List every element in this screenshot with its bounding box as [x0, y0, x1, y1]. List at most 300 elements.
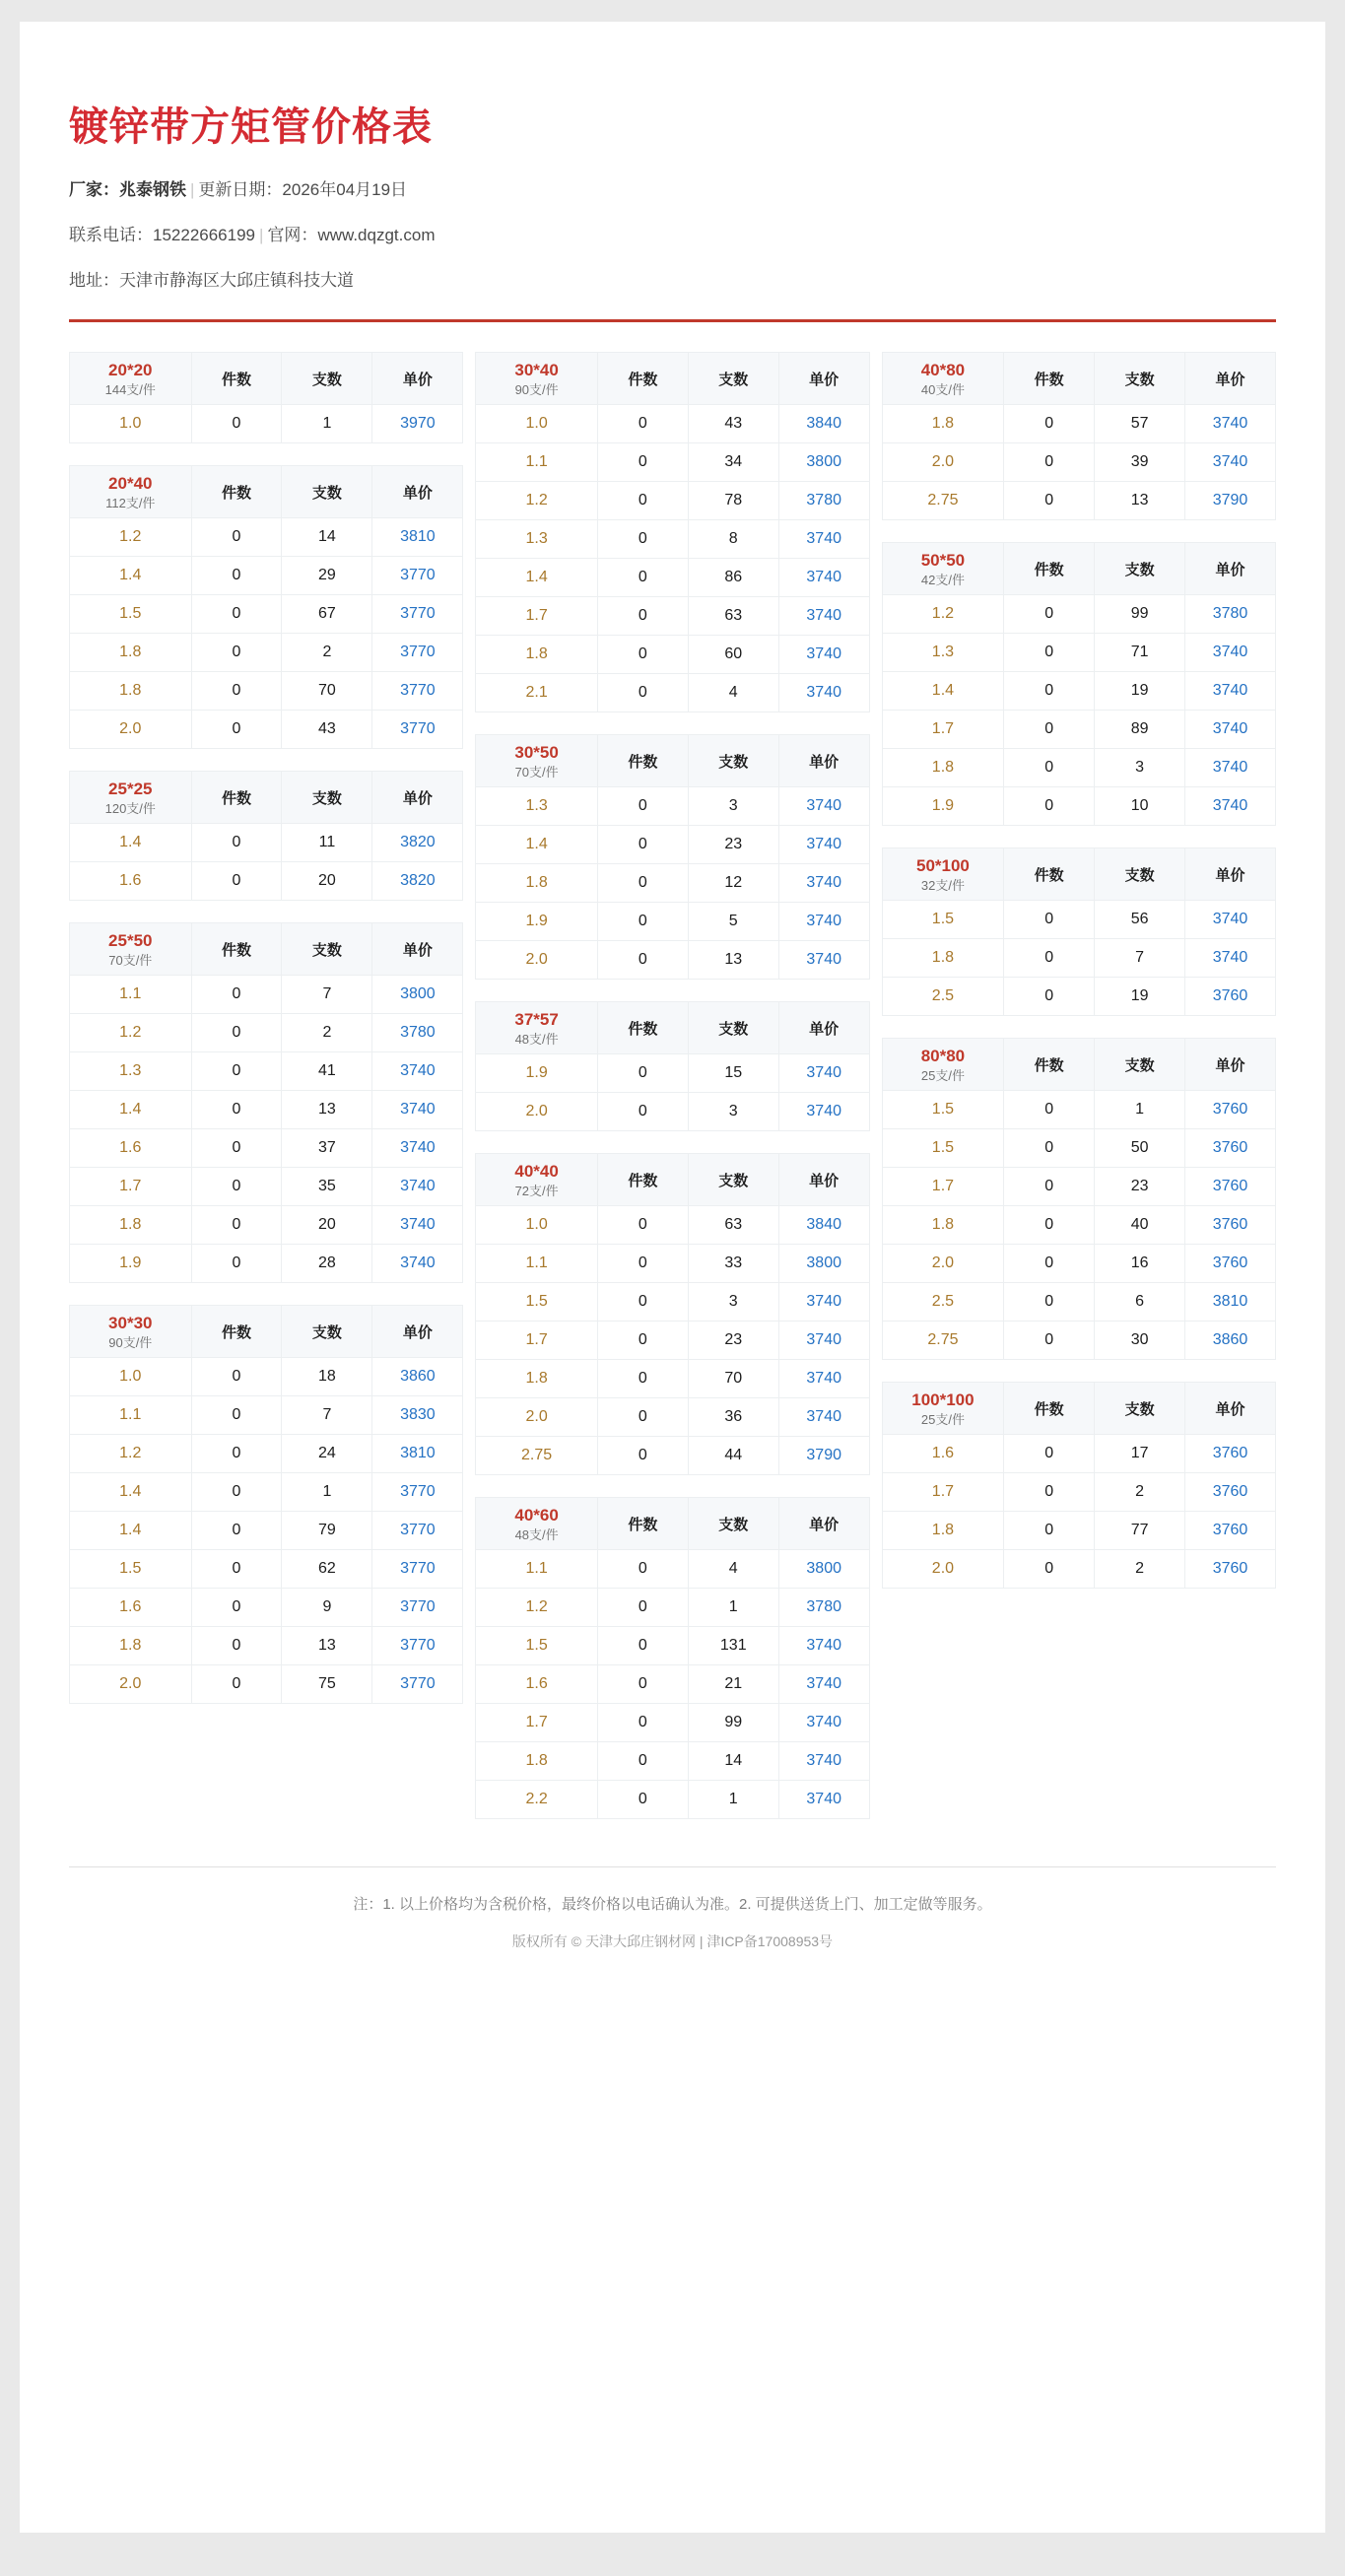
- pieces-cell: 0: [597, 1665, 688, 1704]
- factory-line: [69, 178, 1276, 202]
- table-row: [70, 862, 463, 901]
- table-row: [476, 787, 869, 826]
- footer-copyright: 版权所有 © 天津大邱庄钢材网 | 津ICP备17008953号: [511, 1933, 834, 1950]
- thickness-cell: 1.2: [70, 1014, 192, 1052]
- count-cell: 19: [1095, 978, 1185, 1016]
- table-row: [882, 939, 1275, 978]
- footer-divider: [69, 1866, 1276, 1867]
- thickness-cell: 1.5: [476, 1283, 598, 1322]
- thickness-cell: 2.5: [882, 978, 1004, 1016]
- count-cell: 86: [688, 559, 778, 597]
- spec-per-bundle: 120支/件: [104, 800, 156, 816]
- spec-header-cell: [70, 353, 192, 405]
- table-row: [70, 557, 463, 595]
- pieces-cell: 0: [191, 1396, 282, 1435]
- price-cell: 3740: [778, 1360, 869, 1398]
- price-header-cell: 单价: [1185, 1039, 1276, 1091]
- table-row: [882, 1245, 1275, 1283]
- table-header-row: [70, 1306, 463, 1358]
- table-header-row: [476, 1002, 869, 1054]
- pieces-cell: 0: [191, 1129, 282, 1168]
- price-header-cell: 单价: [372, 353, 463, 405]
- count-cell: 33: [688, 1245, 778, 1283]
- spec-table-50x100: [882, 847, 1276, 1016]
- thickness-cell: 2.1: [476, 674, 598, 712]
- thickness-cell: 1.8: [882, 405, 1004, 443]
- price-cell: 3740: [372, 1168, 463, 1206]
- price-cell: 3800: [778, 1245, 869, 1283]
- spec-header-cell: [882, 848, 1004, 901]
- pieces-cell: 0: [1004, 1283, 1095, 1322]
- thickness-cell: 1.4: [476, 559, 598, 597]
- price-cell: 3740: [778, 826, 869, 864]
- thickness-cell: 1.3: [882, 634, 1004, 672]
- factory-label: 厂家：: [69, 180, 119, 199]
- spec-per-bundle: 72支/件: [514, 1183, 559, 1198]
- price-header-cell: 单价: [372, 923, 463, 976]
- thickness-cell: 1.7: [476, 597, 598, 636]
- thickness-cell: 1.4: [70, 824, 192, 862]
- table-row: [882, 672, 1275, 711]
- price-header-cell: 单价: [1185, 543, 1276, 595]
- price-header-cell: 单价: [778, 1154, 869, 1206]
- pieces-cell: 0: [597, 1437, 688, 1475]
- count-cell: 35: [282, 1168, 372, 1206]
- spec-per-bundle: 70支/件: [108, 952, 153, 968]
- price-cell: 3770: [372, 557, 463, 595]
- table-row: [476, 1245, 869, 1283]
- spec-table-20x40: [69, 465, 463, 749]
- thickness-cell: 1.2: [70, 1435, 192, 1473]
- spec-per-bundle: 70支/件: [514, 764, 559, 780]
- address-label: 地址：: [69, 270, 119, 290]
- pieces-cell: 0: [1004, 711, 1095, 749]
- table-header-row: [70, 466, 463, 518]
- price-cell: 3810: [372, 1435, 463, 1473]
- count-cell: 21: [688, 1665, 778, 1704]
- price-column-2: [475, 352, 869, 1819]
- price-cell: 3780: [778, 1589, 869, 1627]
- table-row: [882, 1283, 1275, 1322]
- table-row: [70, 1627, 463, 1665]
- table-row: [476, 1665, 869, 1704]
- thickness-cell: 2.5: [882, 1283, 1004, 1322]
- count-header-cell: 支数: [688, 1498, 778, 1550]
- table-row: [70, 1129, 463, 1168]
- table-row: [70, 1512, 463, 1550]
- spec-per-bundle: 48支/件: [514, 1031, 559, 1047]
- count-cell: 14: [282, 518, 372, 557]
- count-cell: 9: [282, 1589, 372, 1627]
- price-cell: 3740: [778, 1398, 869, 1437]
- price-cell: 3740: [1185, 787, 1276, 826]
- thickness-cell: 1.8: [476, 864, 598, 903]
- count-cell: 10: [1095, 787, 1185, 826]
- price-header-cell: 单价: [778, 353, 869, 405]
- table-row: [70, 1358, 463, 1396]
- price-header-cell: 单价: [372, 466, 463, 518]
- spec-name: 25*25: [108, 779, 153, 798]
- count-cell: 18: [282, 1358, 372, 1396]
- count-cell: 4: [688, 674, 778, 712]
- count-cell: 2: [1095, 1473, 1185, 1512]
- price-cell: 3770: [372, 711, 463, 749]
- count-header-cell: 支数: [282, 772, 372, 824]
- thickness-cell: 1.6: [882, 1435, 1004, 1473]
- count-cell: 67: [282, 595, 372, 634]
- contact-line: [69, 224, 1276, 247]
- table-row: [882, 1473, 1275, 1512]
- table-row: [70, 1091, 463, 1129]
- thickness-cell: 1.8: [70, 1206, 192, 1245]
- price-cell: 3780: [1185, 595, 1276, 634]
- count-cell: 70: [282, 672, 372, 711]
- address-value: 天津市静海区大邱庄镇科技大道: [119, 270, 354, 290]
- table-header-row: [882, 1383, 1275, 1435]
- thickness-cell: 2.75: [882, 482, 1004, 520]
- count-cell: 40: [1095, 1206, 1185, 1245]
- pieces-cell: 0: [597, 636, 688, 674]
- price-cell: 3740: [778, 520, 869, 559]
- pieces-cell: 0: [597, 941, 688, 980]
- pieces-header-cell: 件数: [597, 1002, 688, 1054]
- price-cell: 3740: [372, 1091, 463, 1129]
- table-row: [70, 1168, 463, 1206]
- price-cell: 3760: [1185, 1091, 1276, 1129]
- spec-table-80x80: [882, 1038, 1276, 1360]
- pieces-cell: 0: [597, 1360, 688, 1398]
- update-label: 更新日期：: [198, 180, 283, 199]
- table-header-row: [476, 1498, 869, 1550]
- price-cell: 3770: [372, 1512, 463, 1550]
- thickness-cell: 1.8: [70, 672, 192, 711]
- count-header-cell: 支数: [1095, 1039, 1185, 1091]
- pieces-header-cell: 件数: [191, 923, 282, 976]
- table-row: [882, 978, 1275, 1016]
- phone-label: 联系电话：: [69, 225, 153, 244]
- count-cell: 50: [1095, 1129, 1185, 1168]
- pieces-cell: 0: [597, 864, 688, 903]
- count-cell: 11: [282, 824, 372, 862]
- price-cell: 3760: [1185, 1512, 1276, 1550]
- price-cell: 3810: [372, 518, 463, 557]
- thickness-cell: 1.6: [70, 1129, 192, 1168]
- table-row: [882, 1206, 1275, 1245]
- spec-per-bundle: 40支/件: [920, 381, 965, 397]
- spec-header-cell: [882, 1383, 1004, 1435]
- thickness-cell: 2.0: [882, 1550, 1004, 1589]
- spec-header-cell: [70, 466, 192, 518]
- price-header-cell: 单价: [1185, 353, 1276, 405]
- spec-table-50x50: [882, 542, 1276, 826]
- count-cell: 2: [282, 1014, 372, 1052]
- thickness-cell: 1.6: [70, 862, 192, 901]
- price-cell: 3740: [778, 1322, 869, 1360]
- pieces-header-cell: 件数: [1004, 848, 1095, 901]
- price-cell: 3770: [372, 1589, 463, 1627]
- table-row: [70, 711, 463, 749]
- table-row: [70, 976, 463, 1014]
- pieces-header-cell: 件数: [1004, 543, 1095, 595]
- spec-per-bundle: 32支/件: [920, 877, 965, 893]
- pieces-cell: 0: [191, 1627, 282, 1665]
- price-cell: 3740: [372, 1129, 463, 1168]
- pieces-header-cell: 件数: [1004, 1383, 1095, 1435]
- spec-per-bundle: 144支/件: [104, 381, 156, 397]
- count-cell: 13: [1095, 482, 1185, 520]
- table-row: [70, 1550, 463, 1589]
- table-row: [476, 826, 869, 864]
- count-cell: 89: [1095, 711, 1185, 749]
- pieces-cell: 0: [1004, 1168, 1095, 1206]
- thickness-cell: 1.4: [70, 557, 192, 595]
- thickness-cell: 1.2: [70, 518, 192, 557]
- count-cell: 3: [688, 787, 778, 826]
- price-cell: 3740: [1185, 749, 1276, 787]
- pieces-cell: 0: [191, 1358, 282, 1396]
- table-header-row: [882, 353, 1275, 405]
- count-cell: 1: [688, 1589, 778, 1627]
- count-cell: 63: [688, 1206, 778, 1245]
- table-row: [70, 1665, 463, 1704]
- price-cell: 3740: [778, 864, 869, 903]
- count-header-cell: 支数: [688, 353, 778, 405]
- table-row: [882, 1091, 1275, 1129]
- count-header-cell: 支数: [282, 353, 372, 405]
- spec-header-cell: [476, 735, 598, 787]
- thickness-cell: 1.6: [70, 1589, 192, 1627]
- table-row: [882, 1550, 1275, 1589]
- spec-table-40x60: [475, 1497, 869, 1819]
- pieces-header-cell: 件数: [1004, 1039, 1095, 1091]
- pieces-cell: 0: [191, 1168, 282, 1206]
- count-cell: 34: [688, 443, 778, 482]
- count-header-cell: 支数: [688, 1002, 778, 1054]
- price-cell: 3740: [1185, 405, 1276, 443]
- table-row: [476, 1054, 869, 1093]
- spec-name: 30*50: [514, 742, 559, 762]
- table-row: [882, 595, 1275, 634]
- count-cell: 99: [688, 1704, 778, 1742]
- thickness-cell: 1.4: [882, 672, 1004, 711]
- count-cell: 2: [282, 634, 372, 672]
- price-header-cell: 单价: [1185, 848, 1276, 901]
- table-row: [70, 1245, 463, 1283]
- count-cell: 12: [688, 864, 778, 903]
- thickness-cell: 1.7: [882, 1473, 1004, 1512]
- count-cell: 3: [688, 1283, 778, 1322]
- count-cell: 1: [1095, 1091, 1185, 1129]
- thickness-cell: 1.7: [882, 1168, 1004, 1206]
- price-cell: 3970: [372, 405, 463, 443]
- pieces-cell: 0: [191, 557, 282, 595]
- table-row: [70, 1206, 463, 1245]
- thickness-cell: 1.0: [70, 405, 192, 443]
- pieces-cell: 0: [1004, 749, 1095, 787]
- count-header-cell: 支数: [1095, 1383, 1185, 1435]
- thickness-cell: 1.5: [70, 595, 192, 634]
- thickness-cell: 1.7: [476, 1322, 598, 1360]
- thickness-cell: 1.8: [882, 939, 1004, 978]
- count-cell: 15: [688, 1054, 778, 1093]
- price-cell: 3740: [778, 559, 869, 597]
- count-cell: 37: [282, 1129, 372, 1168]
- thickness-cell: 1.8: [476, 1360, 598, 1398]
- count-cell: 23: [688, 1322, 778, 1360]
- table-row: [882, 405, 1275, 443]
- count-cell: 23: [688, 826, 778, 864]
- pieces-cell: 0: [597, 1093, 688, 1131]
- price-cell: 3770: [372, 1473, 463, 1512]
- count-cell: 17: [1095, 1435, 1185, 1473]
- count-cell: 3: [688, 1093, 778, 1131]
- count-cell: 78: [688, 482, 778, 520]
- pieces-header-cell: 件数: [597, 1154, 688, 1206]
- thickness-cell: 1.1: [476, 1550, 598, 1589]
- pieces-header-cell: 件数: [1004, 353, 1095, 405]
- spec-table-30x30: [69, 1305, 463, 1704]
- header-separator-2: |: [259, 225, 264, 244]
- price-column-1: [69, 352, 463, 1704]
- header-divider: [69, 319, 1276, 322]
- website-value[interactable]: www.dqzgt.com: [317, 225, 436, 244]
- spec-per-bundle: 42支/件: [920, 572, 965, 587]
- count-cell: 20: [282, 1206, 372, 1245]
- pieces-cell: 0: [1004, 1435, 1095, 1473]
- count-cell: 43: [282, 711, 372, 749]
- pieces-header-cell: 件数: [191, 353, 282, 405]
- thickness-cell: 1.8: [882, 749, 1004, 787]
- price-cell: 3760: [1185, 1245, 1276, 1283]
- price-cell: 3740: [778, 1093, 869, 1131]
- spec-name: 40*80: [920, 360, 966, 379]
- table-row: [476, 443, 869, 482]
- table-row: [476, 559, 869, 597]
- thickness-cell: 1.8: [882, 1512, 1004, 1550]
- price-cell: 3820: [372, 862, 463, 901]
- price-cell: 3740: [1185, 672, 1276, 711]
- price-cell: 3740: [778, 903, 869, 941]
- pieces-cell: 0: [191, 1052, 282, 1091]
- table-row: [476, 1627, 869, 1665]
- pieces-cell: 0: [597, 1550, 688, 1589]
- table-row: [70, 1396, 463, 1435]
- pieces-cell: 0: [597, 1781, 688, 1819]
- spec-per-bundle: 25支/件: [920, 1411, 965, 1427]
- pieces-cell: 0: [191, 1245, 282, 1283]
- thickness-cell: 1.0: [476, 1206, 598, 1245]
- thickness-cell: 1.8: [476, 1742, 598, 1781]
- count-cell: 20: [282, 862, 372, 901]
- count-cell: 41: [282, 1052, 372, 1091]
- price-cell: 3740: [778, 597, 869, 636]
- pieces-cell: 0: [191, 862, 282, 901]
- pieces-cell: 0: [1004, 1091, 1095, 1129]
- price-cell: 3740: [778, 674, 869, 712]
- pieces-cell: 0: [191, 1550, 282, 1589]
- table-row: [476, 864, 869, 903]
- price-header-cell: 单价: [1185, 1383, 1276, 1435]
- pieces-header-cell: 件数: [191, 466, 282, 518]
- address-line: [69, 269, 1276, 293]
- spec-table-25x50: [69, 922, 463, 1283]
- thickness-cell: 1.5: [476, 1627, 598, 1665]
- table-row: [476, 1283, 869, 1322]
- pieces-cell: 0: [1004, 787, 1095, 826]
- page-title: 镀锌带方矩管价格表: [69, 105, 433, 149]
- price-cell: 3840: [778, 1206, 869, 1245]
- thickness-cell: 1.4: [70, 1512, 192, 1550]
- thickness-cell: 2.75: [476, 1437, 598, 1475]
- price-header-cell: 单价: [372, 1306, 463, 1358]
- table-row: [882, 634, 1275, 672]
- thickness-cell: 1.9: [476, 903, 598, 941]
- pieces-cell: 0: [191, 1435, 282, 1473]
- price-cell: 3740: [778, 1283, 869, 1322]
- spec-name: 20*40: [108, 473, 153, 493]
- pieces-cell: 0: [191, 634, 282, 672]
- table-row: [476, 1398, 869, 1437]
- price-cell: 3760: [1185, 978, 1276, 1016]
- count-cell: 7: [282, 1396, 372, 1435]
- table-row: [882, 1168, 1275, 1206]
- pieces-cell: 0: [597, 443, 688, 482]
- table-row: [476, 520, 869, 559]
- pieces-cell: 0: [597, 405, 688, 443]
- table-row: [70, 1435, 463, 1473]
- count-cell: 63: [688, 597, 778, 636]
- pieces-cell: 0: [1004, 978, 1095, 1016]
- count-cell: 2: [1095, 1550, 1185, 1589]
- thickness-cell: 1.9: [70, 1245, 192, 1283]
- count-cell: 77: [1095, 1512, 1185, 1550]
- price-header-cell: 单价: [778, 1498, 869, 1550]
- price-header-cell: 单价: [372, 772, 463, 824]
- price-cell: 3740: [778, 1781, 869, 1819]
- table-row: [476, 1206, 869, 1245]
- pieces-cell: 0: [1004, 1322, 1095, 1360]
- pieces-cell: 0: [1004, 405, 1095, 443]
- count-cell: 79: [282, 1512, 372, 1550]
- thickness-cell: 1.8: [476, 636, 598, 674]
- pieces-cell: 0: [597, 1742, 688, 1781]
- pieces-cell: 0: [597, 826, 688, 864]
- spec-table-20x20: [69, 352, 463, 443]
- price-cell: 3760: [1185, 1168, 1276, 1206]
- pieces-cell: 0: [597, 1627, 688, 1665]
- thickness-cell: 2.2: [476, 1781, 598, 1819]
- thickness-cell: 1.7: [70, 1168, 192, 1206]
- spec-name: 80*80: [920, 1046, 966, 1065]
- thickness-cell: 2.0: [476, 1093, 598, 1131]
- table-row: [476, 1589, 869, 1627]
- count-cell: 23: [1095, 1168, 1185, 1206]
- thickness-cell: 1.1: [476, 443, 598, 482]
- thickness-cell: 2.75: [882, 1322, 1004, 1360]
- header-separator-1: |: [190, 180, 195, 199]
- count-cell: 30: [1095, 1322, 1185, 1360]
- spec-table-30x40: [475, 352, 869, 712]
- table-row: [476, 1704, 869, 1742]
- price-cell: 3740: [372, 1052, 463, 1091]
- table-row: [882, 1512, 1275, 1550]
- pieces-cell: 0: [597, 559, 688, 597]
- price-cell: 3740: [778, 1704, 869, 1742]
- price-cell: 3840: [778, 405, 869, 443]
- count-cell: 5: [688, 903, 778, 941]
- table-header-row: [882, 543, 1275, 595]
- thickness-cell: 1.2: [476, 1589, 598, 1627]
